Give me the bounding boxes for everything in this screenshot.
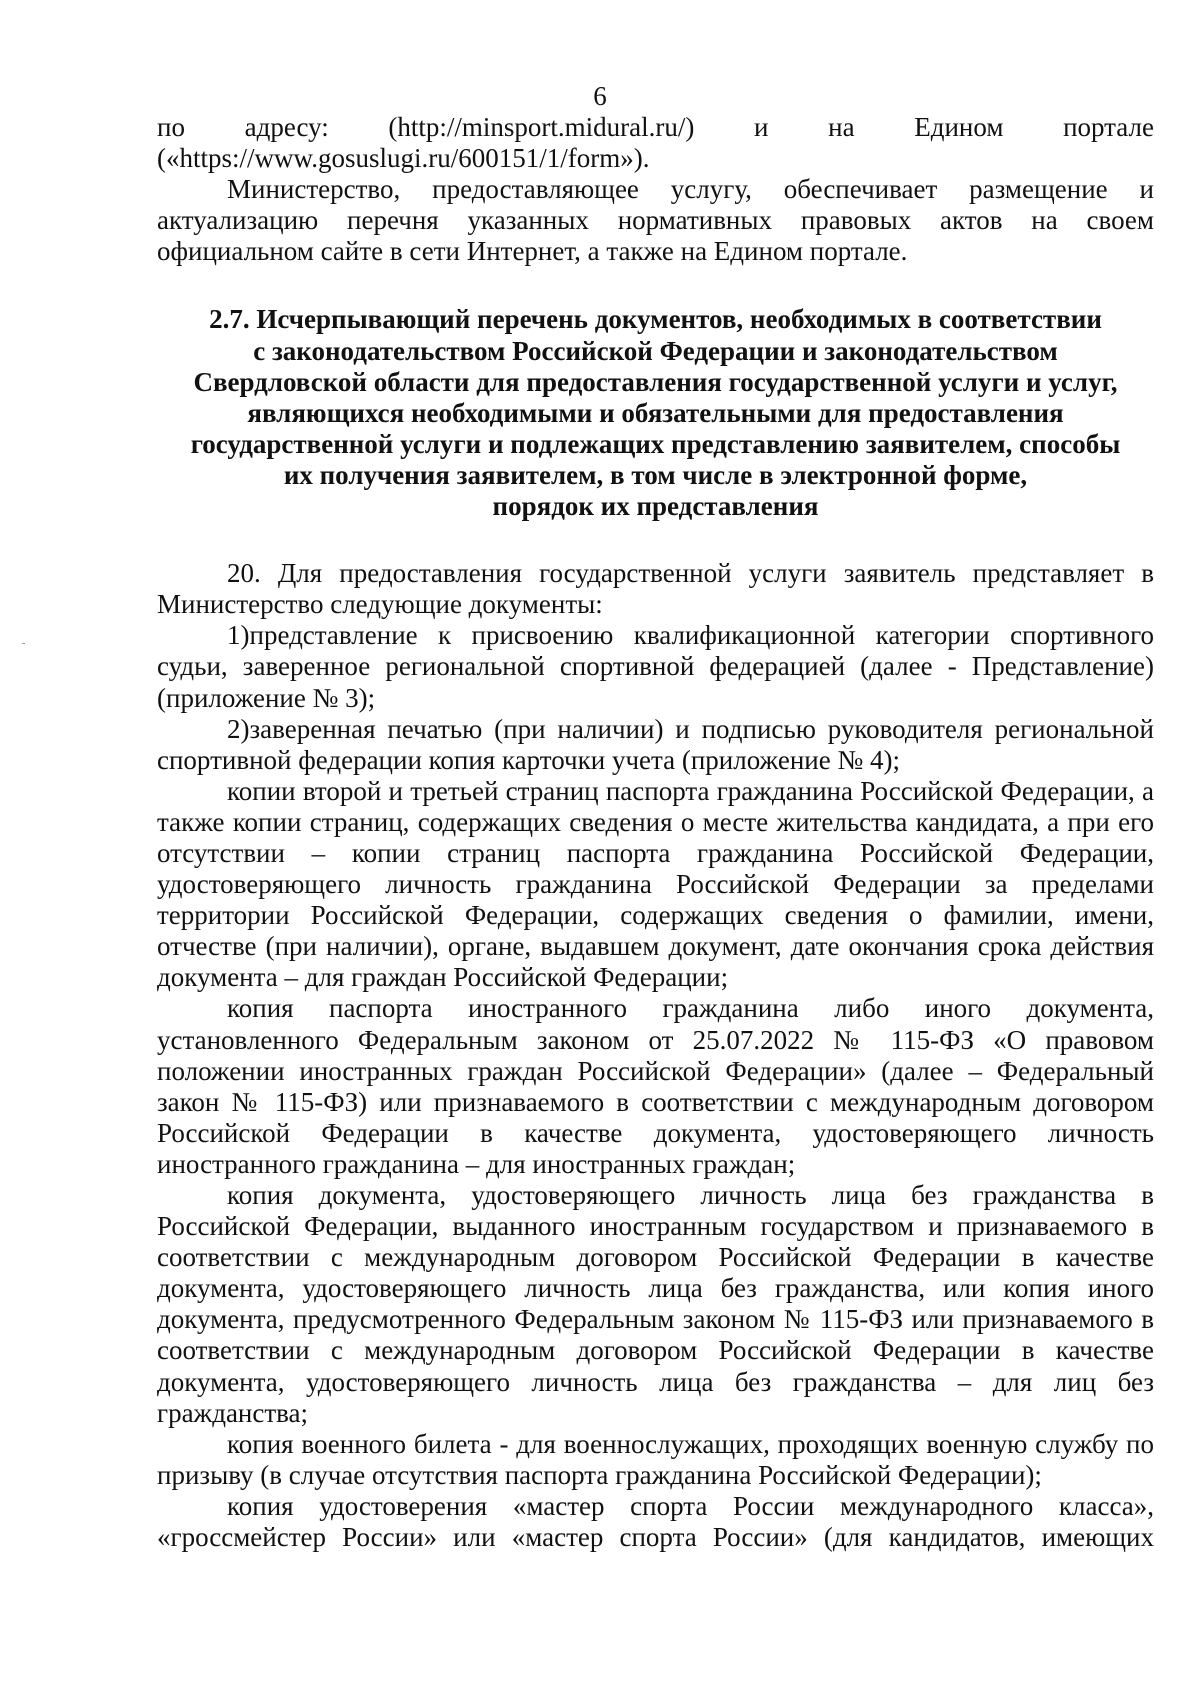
intro-line-url: («https://www.gosuslugi.ru/600151/1/form»). bbox=[157, 143, 650, 174]
intro-paragraph-ministry: Министерство, предоставляющее услугу, обеспечивает размещение и актуализацию перечня указанных нормативных правовых актов на своем официальном сайте в сети Интернет, а также на Едином портале. bbox=[157, 174, 1154, 267]
paragraph-stateless-document: копия документа, удостоверяющего личность лица без гражданства в Российской Федерации, выданного иностранным государством и признаваемого в соответствии с международным договором Российской Федерации в качестве документа, удостоверяющего личность лица без гражданства, или копия иного документа, предусмотренного Федеральным законом № 115-ФЗ или признаваемого в соответствии с международным договором Российской Федерации в качестве документа, удостоверяющего личность лица без гражданства – для лиц без гражданства; bbox=[157, 1180, 1154, 1428]
paragraph-item-20: 20. Для предоставления государственной услуги заявитель представляет в Министерство следующие документы: bbox=[157, 558, 1154, 620]
paragraph-military-id: копия военного билета - для военнослужащих, проходящих военную службу по призыву (в случае отсутствия паспорта гражданина Российской Федерации); bbox=[157, 1428, 1154, 1490]
paragraph-item-1: 1)представление к присвоению квалификационной категории спортивного судьи, заверенное региональной спортивной федерацией (далее - Представление) (приложение № 3); bbox=[157, 620, 1154, 713]
paragraph-master-of-sport: копия удостоверения «мастер спорта России международного класса», «гроссмейстер России» или «мастер спорта России» (для кандидатов, имеющих bbox=[157, 1490, 1154, 1553]
section-heading bbox=[157, 304, 1154, 522]
paragraph-item-2: 2)заверенная печатью (при наличии) и подписью руководителя региональной спортивной федерации копия карточки учета (приложение № 4); bbox=[157, 713, 1154, 775]
heading-line: порядок их представления bbox=[492, 491, 819, 522]
heading-line: государственной услуги и подлежащих представлению заявителем, способы bbox=[190, 428, 1121, 459]
document-body bbox=[157, 112, 1154, 1553]
page-number: 6 bbox=[593, 81, 607, 111]
paragraph-foreign-passport: копия паспорта иностранного гражданина либо иного документа, установленного Федеральным законом от 25.07.2022 № 115-ФЗ «О правовом положении иностранных граждан Российской Федерации» (далее – Федеральный закон № 115-ФЗ) или признаваемого в соответствии с международным договором Российской Федерации в качестве документа, удостоверяющего личность иностранного гражданина – для иностранных граждан; bbox=[157, 993, 1154, 1179]
heading-line: с законодательством Российской Федерации и законодательством bbox=[253, 335, 1058, 366]
paragraph-passport-copies: копии второй и третьей страниц паспорта гражданина Российской Федерации, а также копии страниц, содержащих сведения о месте жительства кандидата, а при его отсутствии – копии страниц паспорта гражданина Российской Федерации, удостоверяющего личность гражданина Российской Федерации за пределами территории Российской Федерации, содержащих сведения о фамилии, имени, отчестве (при наличии), органе, выдавшем документ, дате окончания срока действия документа – для граждан Российской Федерации; bbox=[157, 775, 1154, 993]
heading-line: 2.7. Исчерпывающий перечень документов, необходимых в соответствии bbox=[209, 304, 1102, 335]
heading-line: являющихся необходимыми и обязательными для предоставления bbox=[247, 397, 1064, 428]
intro-line-address: по адресу: (http://minsport.midural.ru/) и на Едином портале bbox=[157, 112, 1154, 142]
scan-margin-mark bbox=[22, 643, 25, 644]
heading-line: Свердловской области для предоставления государственной услуги и услуг, bbox=[193, 366, 1118, 397]
heading-line: их получения заявителем, в том числе в электронной форме, bbox=[283, 459, 1028, 490]
